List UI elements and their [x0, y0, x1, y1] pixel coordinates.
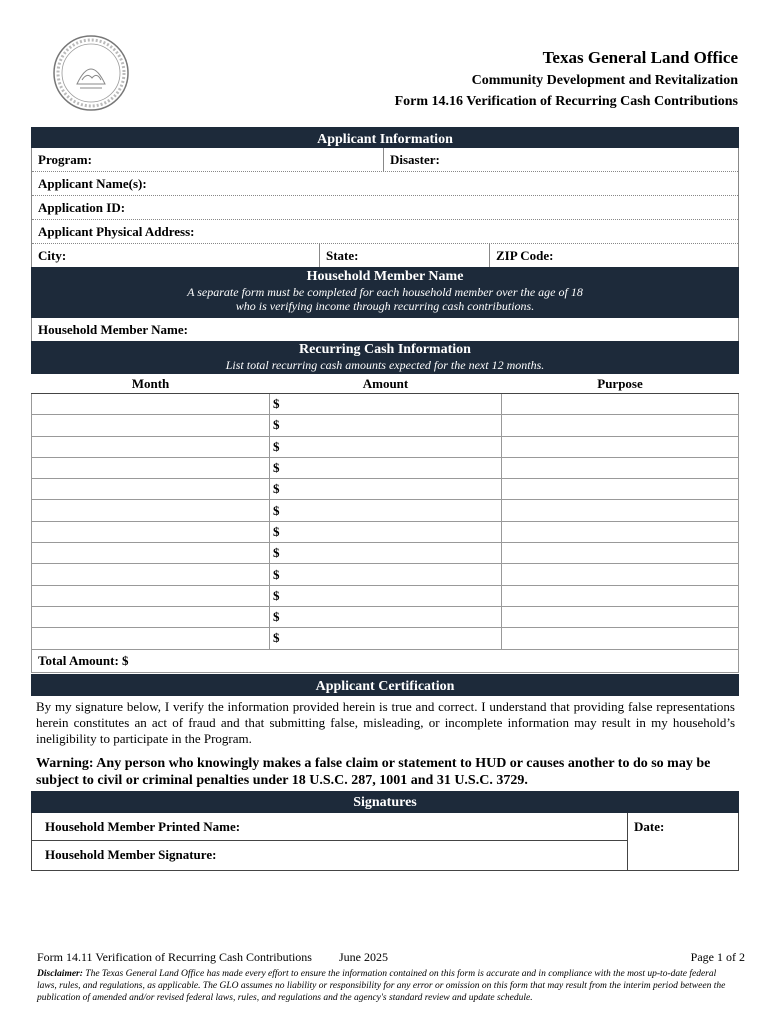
recurring-cash-row [32, 479, 739, 500]
city-label: City: [38, 247, 67, 263]
program-label: Program: [38, 151, 92, 167]
purpose-input[interactable] [502, 585, 739, 606]
purpose-input[interactable] [502, 628, 739, 649]
recurring-cash-row [32, 521, 739, 542]
footer-page: Page 1 of 2 [690, 950, 745, 964]
disclaimer [37, 968, 737, 1004]
month-input[interactable] [32, 628, 270, 649]
amount-input[interactable]: $ [270, 500, 502, 521]
amount-input[interactable]: $ [270, 521, 502, 542]
date-label: Date: [634, 818, 665, 834]
month-column-header: Month [32, 374, 270, 394]
recurring-cash-row [32, 500, 739, 521]
certification-text: By my signature below, I verify the information provided herein is true and correct. I understand that providing false representations herein constitutes an act of fraud and that submitting false, misleading, or incomplete information may result in my household’s ineligibility to participate in the Program. [36, 698, 735, 746]
division-name: Community Development and Revitalization [471, 73, 738, 88]
month-input[interactable] [32, 543, 270, 564]
amount-input[interactable]: $ [270, 585, 502, 606]
purpose-input[interactable] [502, 543, 739, 564]
form-title: Form 14.16 Verification of Recurring Cash Contributions [394, 94, 738, 109]
household-member-header [31, 267, 739, 318]
household-member-name-field[interactable] [32, 318, 738, 341]
purpose-input[interactable] [502, 436, 739, 457]
amount-input[interactable]: $ [270, 479, 502, 500]
purpose-column-header: Purpose [502, 374, 739, 394]
month-input[interactable] [32, 479, 270, 500]
month-input[interactable] [32, 606, 270, 627]
purpose-input[interactable] [502, 521, 739, 542]
month-input[interactable] [32, 521, 270, 542]
physical-address-label: Applicant Physical Address: [38, 223, 195, 239]
applicant-information-header: Applicant Information [31, 127, 739, 148]
printed-name-label: Household Member Printed Name: [45, 818, 241, 834]
purpose-input[interactable] [502, 457, 739, 478]
month-input[interactable] [32, 585, 270, 606]
recurring-cash-row [32, 628, 739, 649]
amount-input[interactable]: $ [270, 457, 502, 478]
recurring-cash-row [32, 585, 739, 606]
warning-text: Warning: Any person who knowingly makes a false claim or statement to HUD or causes another to do so may be subject to civil or criminal penalties under 18 U.S.C. 287, 1001 and 31 U.S.C. 3729. [36, 755, 711, 788]
signatures-header: Signatures [31, 791, 739, 813]
recurring-cash-row [32, 457, 739, 478]
amount-input[interactable]: $ [270, 415, 502, 436]
recurring-cash-table [31, 374, 739, 650]
recurring-cash-row [32, 564, 739, 585]
purpose-input[interactable] [502, 479, 739, 500]
application-id-field[interactable] [32, 196, 738, 219]
household-note-line1: A separate form must be completed for each household member over the age of 18 [187, 285, 583, 299]
household-member-title: Household Member Name [306, 269, 464, 284]
program-field[interactable] [32, 148, 384, 171]
amount-input[interactable]: $ [270, 543, 502, 564]
month-input[interactable] [32, 564, 270, 585]
purpose-input[interactable] [502, 394, 739, 415]
recurring-cash-row [32, 606, 739, 627]
footer-date: June 2025 [338, 950, 388, 964]
amount-input[interactable]: $ [270, 564, 502, 585]
state-field[interactable] [320, 244, 490, 267]
zip-label: ZIP Code: [496, 247, 554, 263]
purpose-input[interactable] [502, 415, 739, 436]
recurring-cash-title: Recurring Cash Information [299, 342, 471, 357]
amount-input[interactable]: $ [270, 394, 502, 415]
application-id-label: Application ID: [38, 199, 126, 215]
total-amount-field[interactable] [32, 650, 738, 672]
printed-name-field[interactable] [32, 813, 627, 841]
purpose-input[interactable] [502, 500, 739, 521]
city-field[interactable] [32, 244, 320, 267]
glo-seal-logo [52, 34, 130, 112]
footer-form-name: Form 14.11 Verification of Recurring Cash Contributions [37, 950, 312, 964]
applicant-certification-header: Applicant Certification [31, 674, 739, 696]
household-note-line2: who is verifying income through recurring cash contributions. [235, 299, 535, 313]
amount-input[interactable]: $ [270, 628, 502, 649]
amount-column-header: Amount [270, 374, 502, 394]
signature-field[interactable] [32, 841, 627, 869]
date-field[interactable] [628, 813, 738, 870]
month-input[interactable] [32, 415, 270, 436]
recurring-cash-row [32, 415, 739, 436]
month-input[interactable] [32, 500, 270, 521]
footer [37, 950, 745, 965]
org-name: Texas General Land Office [542, 48, 738, 67]
zip-field[interactable] [490, 244, 738, 267]
disclaimer-label: Disclaimer: [37, 969, 83, 979]
form-body [31, 127, 739, 871]
applicant-names-field[interactable] [32, 172, 738, 195]
physical-address-field[interactable] [32, 220, 738, 243]
household-member-name-label: Household Member Name: [38, 321, 188, 337]
month-input[interactable] [32, 457, 270, 478]
amount-input[interactable]: $ [270, 606, 502, 627]
state-label: State: [326, 247, 359, 263]
purpose-input[interactable] [502, 606, 739, 627]
recurring-cash-row [32, 394, 739, 415]
amount-input[interactable]: $ [270, 436, 502, 457]
applicant-names-label: Applicant Name(s): [38, 175, 147, 191]
disaster-label: Disaster: [390, 151, 440, 167]
month-input[interactable] [32, 436, 270, 457]
disclaimer-text: The Texas General Land Office has made every effort to ensure the information contained on this form is accurate and in compliance with the most up-to-date federal laws, rules, and regulations, as applicable. The GLO assumes no liability or responsibility for any error or omission on this form that may result from the interim period between the publication of amended and/or revised federal laws, rules, and regulations and the agency's standard review and update schedule. [37, 969, 726, 1003]
recurring-cash-row [32, 436, 739, 457]
recurring-cash-note: List total recurring cash amounts expected for the next 12 months. [225, 358, 545, 372]
signature-label: Household Member Signature: [45, 846, 217, 862]
recurring-cash-header [31, 341, 739, 374]
purpose-input[interactable] [502, 564, 739, 585]
recurring-cash-row [32, 543, 739, 564]
month-input[interactable] [32, 394, 270, 415]
disaster-field[interactable] [384, 148, 738, 171]
signatures-box [31, 813, 739, 871]
total-amount-label: Total Amount: $ [38, 652, 129, 668]
